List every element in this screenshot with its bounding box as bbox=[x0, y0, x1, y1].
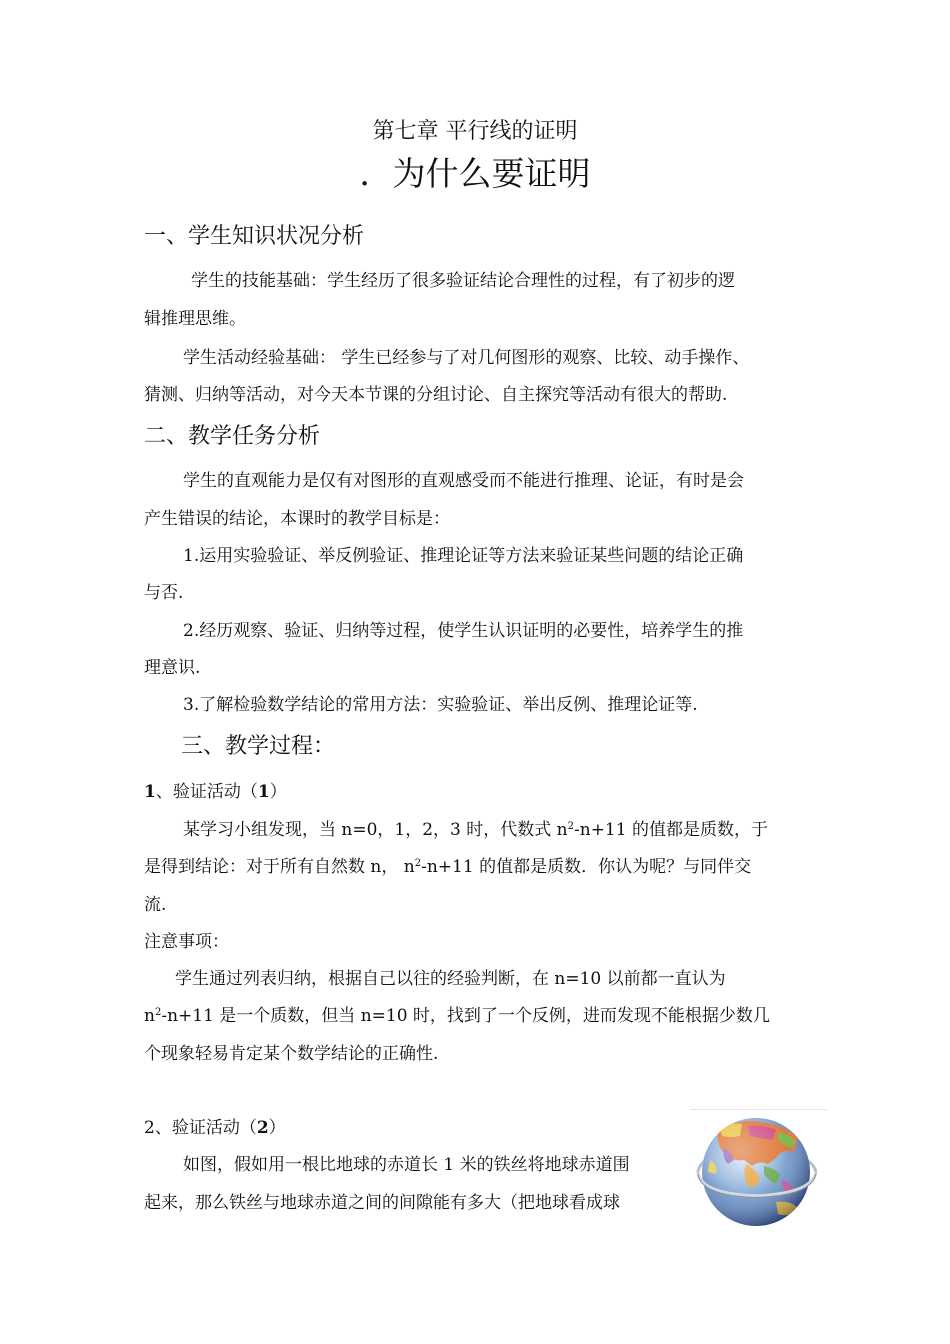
paragraph-line: 产生错误的结论，本课时的教学目标是： bbox=[144, 509, 450, 529]
paragraph-line: 是得到结论：对于所有自然数 n， $n^2-n+11$ 的值都是质数．你认为呢？与同伴交 bbox=[144, 857, 752, 877]
globe-icon bbox=[690, 1108, 828, 1232]
section-heading-2: 二、教学任务分析 bbox=[144, 424, 321, 449]
paragraph-line: 起来，那么铁丝与地球赤道之间的间隙能有多大（把地球看成球 bbox=[144, 1193, 620, 1213]
goal-line: 理意识. bbox=[144, 658, 201, 678]
goal-line: 3.了解检验数学结论的常用方法：实验验证、举出反例、推理论证等. bbox=[183, 695, 698, 715]
paragraph-line: 学生活动经验基础： 学生已经参与了对几何图形的观察、比较、动手操作、 bbox=[183, 348, 750, 368]
paragraph-line: 某学习小组发现，当 n=0，1，2，3 时，代数式 $n^2-n+11$ 的值都是质数，于 bbox=[183, 820, 768, 840]
note-label: 注意事项： bbox=[144, 932, 229, 952]
paragraph-line: 学生通过列表归纳，根据自己以往的经验判断，在 n=10 以前都一直认为 bbox=[175, 969, 726, 989]
paragraph-line: 学生的直观能力是仅有对图形的直观感受而不能进行推理、论证，有时是会 bbox=[183, 471, 744, 491]
paragraph-line: 学生的技能基础：学生经历了很多验证结论合理性的过程，有了初步的逻 bbox=[191, 271, 735, 291]
paragraph-line: 辑推理思维。 bbox=[144, 309, 246, 329]
section-heading-1: 一、学生知识状况分析 bbox=[144, 224, 365, 249]
paragraph-line: 如图，假如用一根比地球的赤道长 1 米的铁丝将地球赤道围 bbox=[183, 1155, 630, 1175]
goal-line: 2.经历观察、验证、归纳等过程，使学生认识证明的必要性，培养学生的推 bbox=[183, 621, 744, 641]
chapter-title: 第七章 平行线的证明 bbox=[372, 119, 578, 144]
goal-line: 与否. bbox=[144, 583, 184, 603]
paragraph-line: $n^2-n+11$ 是一个质数，但当 n=10 时，找到了一个反例，进而发现不能根据少数几 bbox=[144, 1006, 770, 1026]
paragraph-line: 流. bbox=[144, 895, 167, 915]
activity-1-heading: 1、验证活动（1） bbox=[144, 782, 287, 802]
goal-line: 1.运用实验验证、举反例验证、推理论证等方法来验证某些问题的结论正确 bbox=[183, 546, 744, 566]
section-heading-3: 三、教学过程： bbox=[181, 734, 336, 759]
lesson-title: ．为什么要证明 bbox=[359, 154, 591, 193]
paragraph-line: 个现象轻易肯定某个数学结论的正确性. bbox=[144, 1044, 439, 1064]
activity-number: 1 bbox=[144, 782, 156, 802]
globe-figure bbox=[690, 1108, 828, 1232]
paragraph-line: 猜测、归纳等活动，对今天本节课的分组讨论、自主探究等活动有很大的帮助. bbox=[144, 385, 728, 405]
activity-2-heading: 2、验证活动（2） bbox=[144, 1118, 286, 1138]
